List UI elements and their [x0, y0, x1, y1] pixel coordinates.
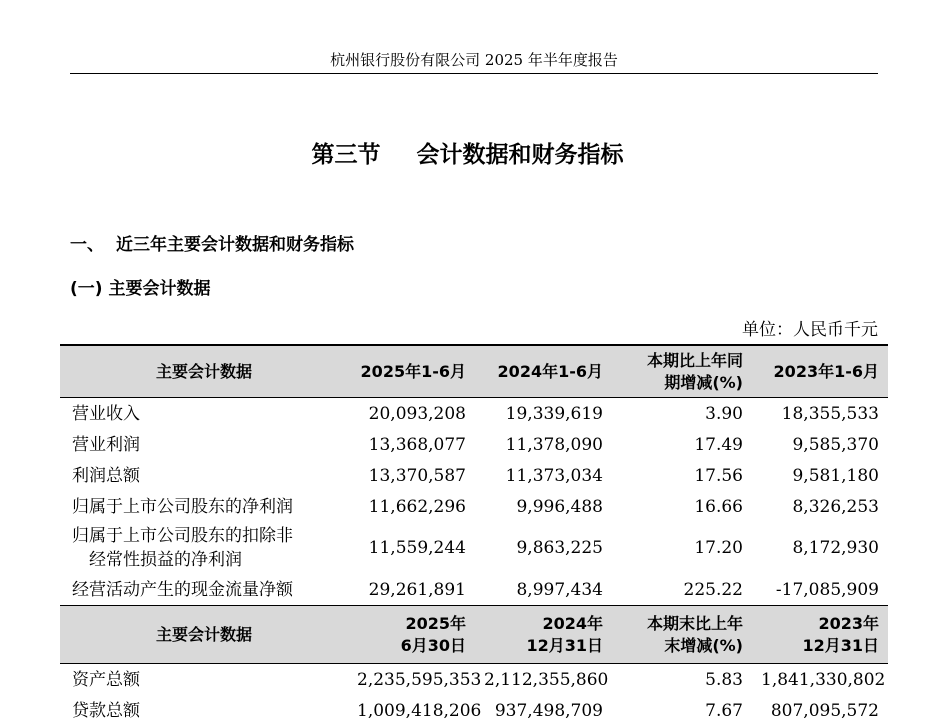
section-title: [0, 139, 935, 171]
header-date: 12月31日: [526, 635, 603, 655]
cell-value: 17.56: [694, 465, 743, 486]
header-col-2025-jun30: [348, 606, 475, 664]
header-col-change: [612, 345, 752, 398]
heading-1-title: 近三年主要会计数据和财务指标: [116, 235, 354, 255]
cell-value: 3.90: [705, 403, 743, 424]
table-row: [60, 398, 888, 430]
cell-value: 225.22: [683, 579, 743, 600]
header-date: 6月30日: [400, 635, 466, 655]
cell-value: 16.66: [694, 496, 743, 517]
header-year: 2023年: [818, 613, 879, 633]
heading-level-2: (一) 主要会计数据: [70, 279, 211, 299]
cell-value: 9,863,225: [516, 538, 603, 558]
row-label: 营业利润: [72, 434, 140, 455]
table-header-row: [60, 606, 888, 664]
header-col-2023-dec31: [752, 606, 888, 664]
unit-note: 单位：人民币千元: [742, 320, 878, 340]
header-date: 12月31日: [802, 635, 879, 655]
cell-value: 2,235,595,353: [357, 669, 482, 690]
table-row: [60, 664, 888, 696]
cell-value: 937,498,709: [494, 700, 603, 721]
heading-1-number: 一、: [70, 235, 104, 255]
row-label: 归属于上市公司股东的净利润: [72, 496, 293, 517]
cell-value: 1,009,418,206: [357, 700, 482, 721]
cell-value: 20,093,208: [368, 403, 466, 424]
cell-value: 17.20: [694, 538, 743, 558]
header-col-2024h1: 2024年1-6月: [475, 345, 612, 398]
header-col-2024-dec31: [475, 606, 612, 664]
cell-value: 807,095,572: [770, 700, 879, 721]
heading-level-1: [70, 232, 354, 258]
cell-value: 8,172,930: [792, 538, 879, 558]
cell-value: 9,585,370: [792, 434, 879, 455]
cell-value: 11,378,090: [505, 434, 603, 455]
report-header: 杭州银行股份有限公司 2025 年半年度报告: [330, 51, 618, 69]
row-label: 贷款总额: [72, 700, 140, 721]
cell-value: 5.83: [705, 669, 743, 690]
cell-value: 11,373,034: [505, 465, 603, 486]
header-change-line1: 本期末比上年: [646, 613, 743, 633]
cell-value: 9,581,180: [792, 465, 879, 486]
header-col-2025h1: 2025年1-6月: [348, 345, 475, 398]
row-label: 营业收入: [72, 403, 140, 424]
cell-value: 11,559,244: [368, 538, 466, 558]
table-row: [60, 695, 888, 726]
cell-value: 17.49: [694, 434, 743, 455]
cell-value: 9,996,488: [516, 496, 603, 517]
header-label: 主要会计数据: [60, 606, 348, 664]
cell-value: 8,997,434: [516, 579, 603, 600]
row-label: [60, 522, 348, 574]
header-year: 2024年: [542, 613, 603, 633]
cell-value: 18,355,533: [781, 403, 879, 424]
cell-value: 1,841,330,802: [761, 669, 886, 690]
cell-value: 29,261,891: [368, 579, 466, 600]
table-row: [60, 491, 888, 522]
section-number: 第三节: [311, 142, 381, 168]
header-col-period-end-change: [612, 606, 752, 664]
row-label-line2: 经常性损益的净利润: [89, 550, 242, 570]
header-divider: [70, 73, 878, 74]
table-row: [60, 429, 888, 460]
header-col-2023h1: 2023年1-6月: [752, 345, 888, 398]
table-row: [60, 574, 888, 606]
cell-value: 13,370,587: [368, 465, 466, 486]
cell-value: 7.67: [705, 700, 743, 721]
section-name: 会计数据和财务指标: [416, 142, 624, 168]
row-label: 利润总额: [72, 465, 140, 486]
cell-value: -17,085,909: [775, 579, 879, 600]
header-change-line1: 本期比上年同: [646, 350, 743, 370]
table-row: [60, 460, 888, 491]
header-label: 主要会计数据: [60, 345, 348, 398]
table-row: [60, 522, 888, 574]
cell-value: 19,339,619: [505, 403, 603, 424]
row-label: 经营活动产生的现金流量净额: [72, 579, 293, 600]
accounting-data-table: [60, 344, 888, 726]
header-year: 2025年: [405, 613, 466, 633]
row-label: 资产总额: [72, 669, 140, 690]
cell-value: 8,326,253: [792, 496, 879, 517]
row-label-line1: 归属于上市公司股东的扣除非: [72, 526, 293, 546]
cell-value: 11,662,296: [368, 496, 466, 517]
header-change-line2: 期增减(%): [664, 372, 743, 392]
cell-value: 13,368,077: [368, 434, 466, 455]
cell-value: 2,112,355,860: [484, 669, 609, 690]
table-header-row: [60, 345, 888, 398]
header-change-line2: 末增减(%): [664, 635, 743, 655]
